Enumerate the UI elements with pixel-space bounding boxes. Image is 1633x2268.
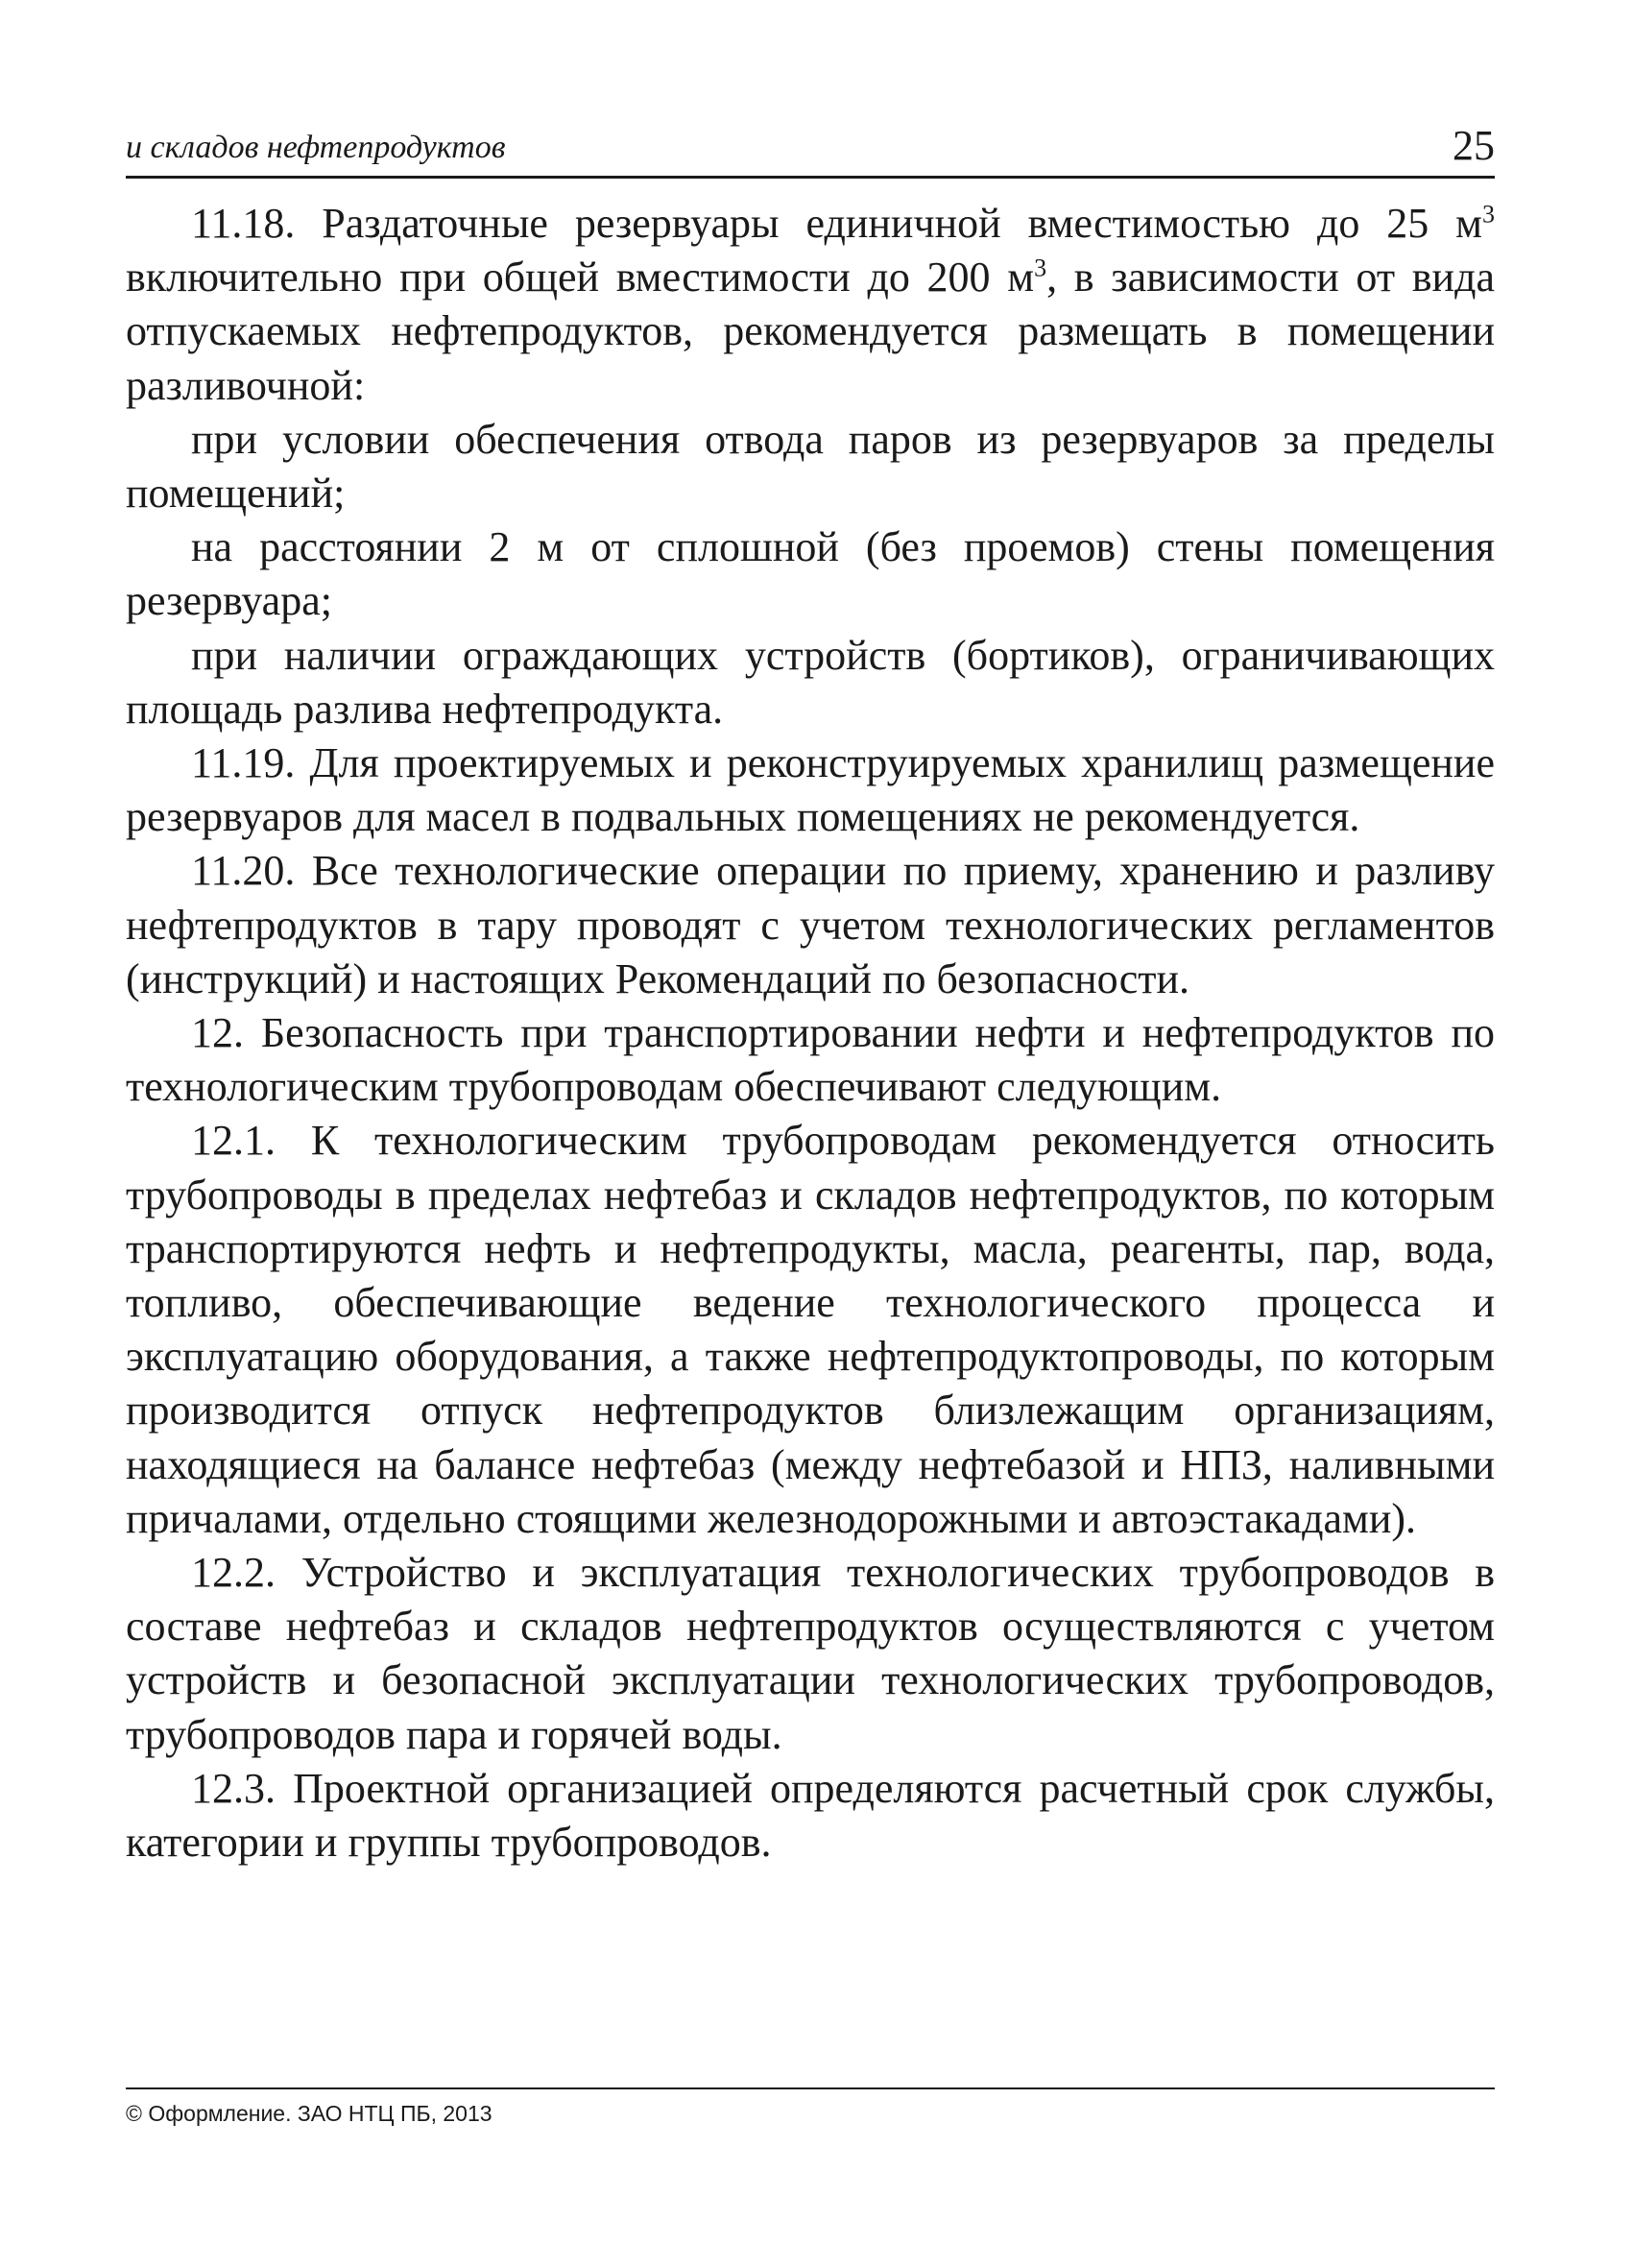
footer-rule — [126, 2087, 1495, 2089]
paragraph-11-18-item-c: при наличии ограждающих устройств (бортиков), ограничивающих площадь разлива нефтепродукта. — [126, 631, 1495, 733]
paragraph-11-19: 11.19. Для проектируемых и реконструируемых хранилищ размещение резервуаров для масел в подвальных помещениях не рекомендуется. — [126, 739, 1495, 841]
page-number: 25 — [1453, 122, 1495, 169]
paragraph-11-18-item-a: при условии обеспечения отвода паров из резервуаров за пределы помещений; — [126, 415, 1495, 518]
paragraph-11-18 — [126, 197, 1495, 413]
header-rule — [126, 176, 1495, 179]
paragraph-11-20: 11.20. Все технологические операции по приему, хранению и разливу нефтепродуктов в тару проводят с учетом технологических регламентов (инструкций) и настоящих Рекомендаций по безопасности. — [126, 847, 1495, 1002]
paragraph-12-2: 12.2. Устройство и эксплуатация технологических трубопроводов в составе нефтебаз и складов нефтепродуктов осуществляются с учетом устройств и безопасной эксплуатации технологических трубопроводов, трубопроводов пара и горячей воды. — [126, 1549, 1495, 1758]
paragraph-11-18-end: , в зависимости от вида отпускаемых нефтепродуктов, рекомендуется размещать в помещении разливочной: — [126, 253, 1495, 409]
paragraph-12-1: 12.1. К технологическим трубопроводам рекомендуется относить трубопроводы в пределах нефтебаз и складов нефтепродуктов, по которым транспортируются нефть и нефтепродукты, масла, реагенты, пар, вода, топливо, обеспечивающие ведение технологического процесса и эксплуатацию оборудования, а также нефтепродуктопроводы, по которым производится отпуск нефтепродуктов близлежащим организациям, находящиеся на балансе нефтебаз (между нефтебазой и НПЗ, наливными причалами, отдельно стоящими железнодорожными и автоэстакадами). — [126, 1117, 1495, 1542]
footer-copyright: © Оформление. ЗАО НТЦ ПБ, 2013 — [126, 2101, 492, 2126]
body-text — [126, 197, 1495, 1870]
paragraph-12: 12. Безопасность при транспортировании нефти и нефтепродуктов по технологическим трубопроводам обеспечивают следующим. — [126, 1009, 1495, 1111]
paragraph-11-18-start: 11.18. Раздаточные резервуары единичной вместимостью до 25 м — [191, 200, 1482, 247]
paragraph-11-18-item-b: на расстоянии 2 м от сплошной (без проемов) стены помещения резервуара; — [126, 523, 1495, 625]
running-title: и складов нефтепродуктов — [126, 130, 506, 165]
paragraph-11-18-middle: включительно при общей вместимости до 200 м — [126, 253, 1035, 302]
superscript-exponent: 3 — [1482, 200, 1495, 229]
paragraph-12-3: 12.3. Проектной организацией определяются расчетный срок службы, категории и группы трубопроводов. — [126, 1764, 1495, 1867]
running-header — [126, 123, 1495, 171]
superscript-exponent: 3 — [1034, 253, 1047, 282]
